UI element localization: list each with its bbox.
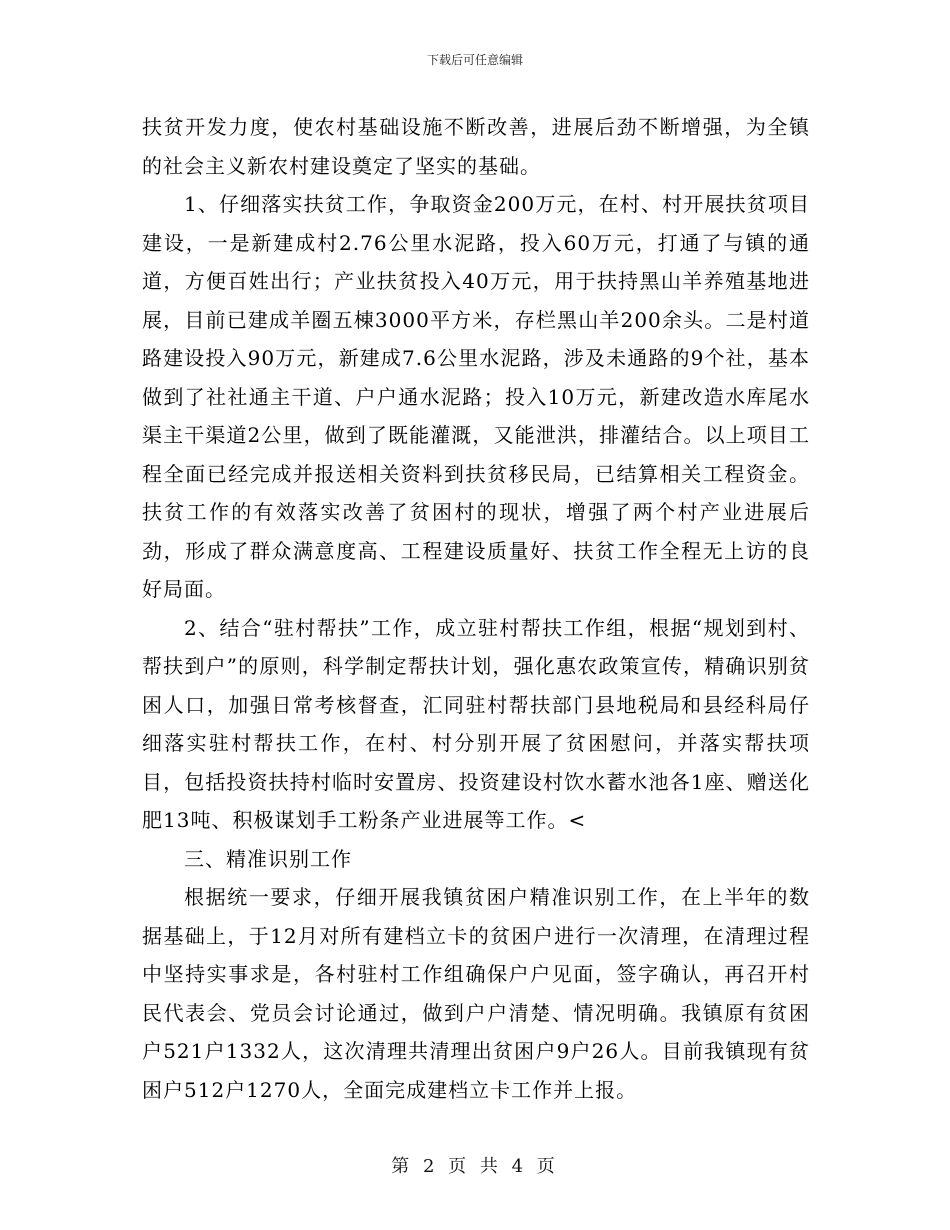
paragraph-section-3: 根据统一要求，仔细开展我镇贫困户精准识别工作，在上半年的数据基础上，于12月对所有建档立卡的贫困户进行一次清理，在清理过程中坚持实事求是，各村驻村工作组确保户户见面，签字确认，再召开村民代表会、党员会讨论通过，做到户户清楚、情况明确。我镇原有贫困户521户1332人，这次清理共清理出贫困户9户26人。目前我镇现有贫困户512户1270人，全面完成建档立卡工作并上报。 — [142, 885, 810, 1102]
paragraph-continuation: 扶贫开发力度，使农村基础设施不断改善，进展后劲不断增强，为全镇的社会主义新农村建设奠定了坚实的基础。 — [142, 115, 810, 178]
section-heading-3: 三、精准识别工作 — [184, 846, 352, 871]
page-header: 下载后可任意编辑 — [426, 53, 523, 67]
page-footer: 第 2 页 共 4 页 — [391, 1156, 559, 1177]
paragraph-item-1: 1、仔细落实扶贫工作，争取资金200万元，在村、村开展扶贫项目建设，一是新建成村2.76公里水泥路，投入60万元，打通了与镇的通道，方便百姓出行；产业扶贫投入40万元，用于扶持黑山羊养殖基地进展，目前已建成羊圈五棟3000平方米，存栏黑山羊200余头。二是村道路建设投入90万元，新建成7.6公里水泥路，涉及未通路的9个社，基本做到了社社通主干道、户户通水泥路；投入10万元，新建改造水库尾水渠主干渠道2公里，做到了既能灌溉，又能泄洪，排灌结合。以上项目工程全面已经完成并报送相关资料到扶贫移民局，已结算相关工程资金。扶贫工作的有效落实改善了贫困村的现状，增强了两个村产业进展后劲，形成了群众满意度高、工程建设质量好、扶贫工作全程无上访的良好局面。 — [142, 192, 810, 601]
paragraph-item-2: 2、结合“驻村帮扶”工作，成立驻村帮扶工作组，根据“规划到村、帮扶到户”的原则，科学制定帮扶计划，强化惠农政策宣传，精确识别贫困人口，加强日常考核督查，汇同驻村帮扶部门县地税局和县经科局仔细落实驻村帮扶工作，在村、村分别开展了贫困慰问，并落实帮扶项目，包括投资扶持村临时安置房、投资建设村饮水蓄水池各1座、赠送化肥13吨、积极谋划手工粉条产业进展等工作。< — [142, 615, 810, 832]
document-body — [142, 108, 810, 1109]
